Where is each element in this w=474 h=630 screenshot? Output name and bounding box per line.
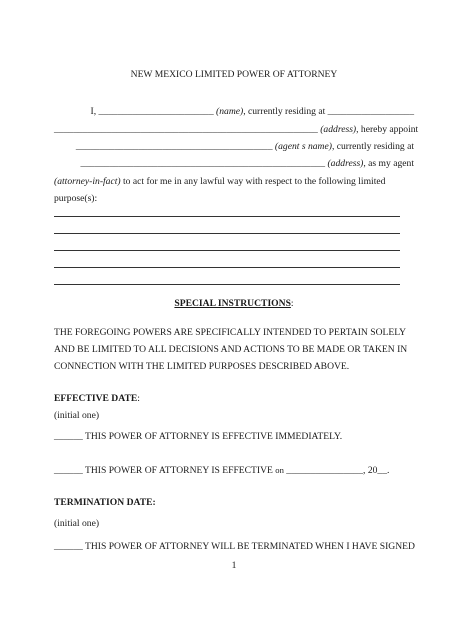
- hint-address: (address): [320, 124, 357, 135]
- purpose-blank-line: [54, 216, 400, 217]
- effective-on-date-option: ______ THIS POWER OF ATTORNEY IS EFFECTIVE on ________________, 20__.: [54, 465, 390, 476]
- special-instructions-line: AND BE LIMITED TO ALL DECISIONS AND ACTIONS TO BE MADE OR TAKEN IN: [54, 344, 408, 355]
- effective-date-note: (initial one): [54, 410, 100, 421]
- termination-date-note: (initial one): [54, 518, 100, 529]
- grant-line-purpose: purpose(s):: [54, 193, 98, 204]
- hint-attorney-in-fact: (attorney-in-fact): [54, 176, 121, 187]
- hint-name: (name): [216, 106, 244, 117]
- special-instructions-line: CONNECTION WITH THE LIMITED PURPOSES DESCRIBED ABOVE.: [54, 361, 350, 372]
- effective-immediately-option: ______ THIS POWER OF ATTORNEY IS EFFECTIVE IMMEDIATELY.: [54, 431, 343, 442]
- purpose-blank-line: [54, 233, 400, 234]
- termination-date-heading: TERMINATION DATE:: [54, 497, 156, 508]
- hint-agent-name: (agent s name): [274, 141, 332, 152]
- special-instructions-line: THE FOREGOING POWERS ARE SPECIFICALLY INTENDED TO PERTAIN SOLELY: [54, 327, 407, 338]
- purpose-blank-line: [54, 250, 400, 251]
- grant-line-name: I, ________________________ (name), currently residing at __________________: [90, 106, 414, 117]
- purpose-blank-line: [54, 267, 400, 268]
- document-title: NEW MEXICO LIMITED POWER OF ATTORNEY: [130, 69, 338, 80]
- grant-line-authority: (attorney-in-fact) to act for me in any lawful way with respect to the following limited: [54, 176, 386, 187]
- purpose-blank-line: [54, 284, 400, 285]
- page-number: 1: [231, 560, 237, 571]
- special-instructions-heading: SPECIAL INSTRUCTIONS:: [174, 298, 294, 309]
- effective-date-heading: EFFECTIVE DATE:: [54, 393, 140, 404]
- grant-line-address: _______________________________________________________ (address), hereby appoint: [54, 124, 419, 135]
- hint-agent-address: (address): [327, 158, 364, 169]
- grant-line-agent-address: ___________________________________________________ (address), as my agent: [80, 158, 414, 169]
- termination-signed-option: ______ THIS POWER OF ATTORNEY WILL BE TERMINATED WHEN I HAVE SIGNED: [54, 541, 415, 552]
- grant-line-agent: _________________________________________ (agent s name), currently residing at: [75, 141, 414, 152]
